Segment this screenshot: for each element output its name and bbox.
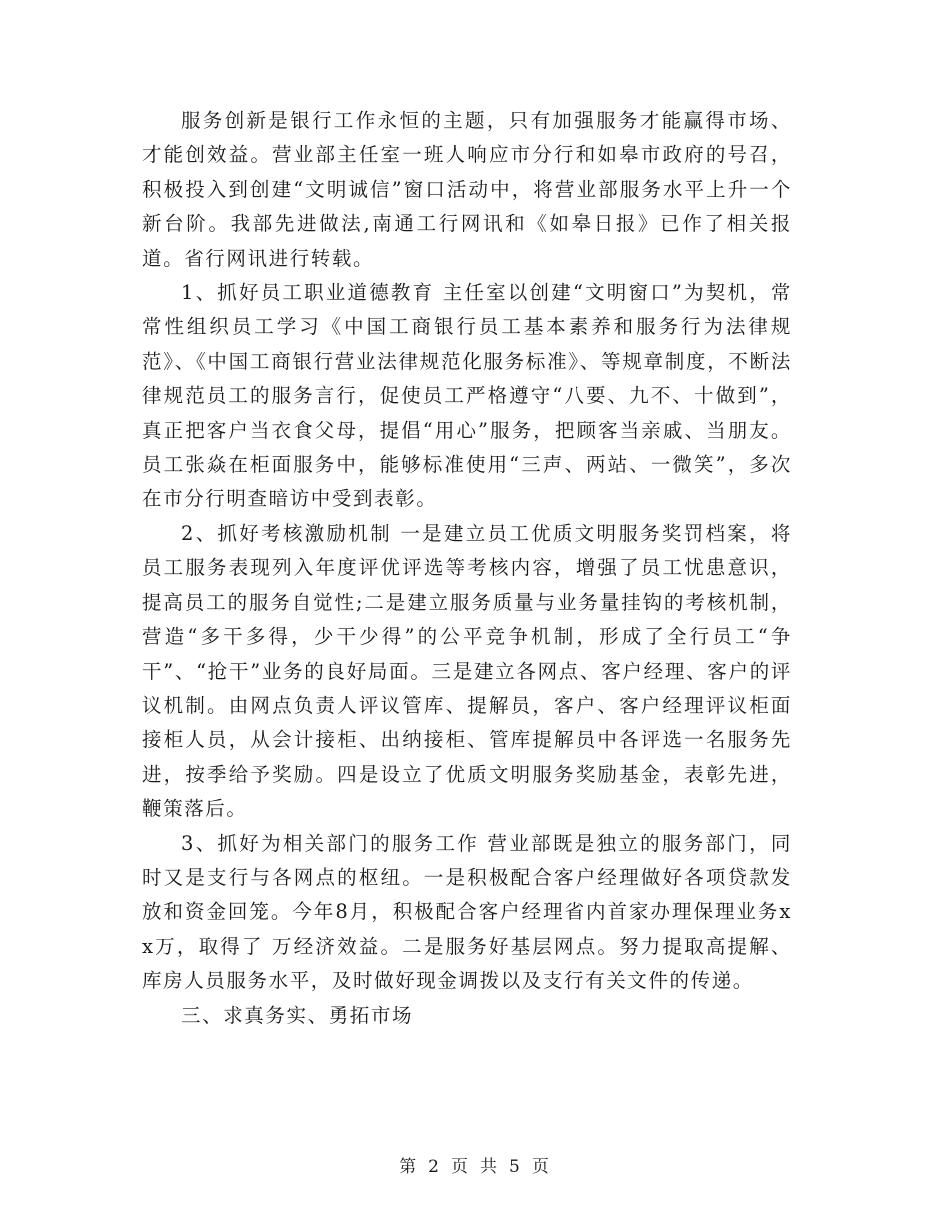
footer-label-total: 共 xyxy=(480,1157,499,1177)
paragraph-item-1: 1、抓好员工职业道德教育 主任室以创建“文明窗口”为契机，常常性组织员工学习《中国工商银行员工基本素养和服务行为法律规范》、《中国工商银行营业法律规范化服务标准》、等规章制度，不断法律规范员工的服务言行，促使员工严格遵守“八要、九不、十做到”，真正把客户当衣食父母，提倡“用心”服务，把顾客当亲戚、当朋友。员工张焱在柜面服务中，能够标准使用“三声、两站、一微笑”，多次在市分行明查暗访中受到表彰。 xyxy=(142,281,792,511)
document-body xyxy=(142,104,792,1033)
page-footer xyxy=(0,1152,950,1177)
footer-label-unit: 页 xyxy=(451,1157,470,1177)
paragraph-intro: 服务创新是银行工作永恒的主题，只有加强服务才能赢得市场、才能创效益。营业部主任室一班人响应市分行和如皋市政府的号召，积极投入到创建“文明诚信”窗口活动中，将营业部服务水平上升一个新台阶。我部先进做法,南通工行网讯和《如皋日报》已作了相关报道。省行网讯进行转载。 xyxy=(142,109,792,270)
paragraph-item-2: 2、抓好考核激励机制 一是建立员工优质文明服务奖罚档案，将员工服务表现列入年度评优评选等考核内容，增强了员工忧患意识，提高员工的服务自觉性;二是建立服务质量与业务量挂钩的考核机制，营造“多干多得，少干少得”的公平竞争机制，形成了全行员工“争干”、“抢干”业务的良好局面。三是建立各网点、客户经理、客户的评议机制。由网点负责人评议管库、提解员，客户、客户经理评议柜面接柜人员，从会计接柜、出纳接柜、管库提解员中各评选一名服务先进，按季给予奖励。四是设立了优质文明服务奖励基金，表彰先进，鞭策落后。 xyxy=(142,521,792,821)
footer-total-pages: 5 xyxy=(509,1157,522,1177)
footer-label-page: 第 xyxy=(399,1157,419,1177)
footer-current-page: 2 xyxy=(428,1157,441,1177)
section-heading-3: 三、求真务实、勇拓市场 xyxy=(181,1003,414,1027)
paragraph-item-3: 3、抓好为相关部门的服务工作 营业部既是独立的服务部门，同时又是支行与各网点的枢纽。一是积极配合客户经理做好各项贷款发放和资金回笼。今年8月，积极配合客户经理省内首家办理保理业务xx万，取得了 万经济效益。二是服务好基层网点。努力提取高提解、库房人员服务水平，及时做好现金调拨以及支行有关文件的传递。 xyxy=(142,831,792,993)
footer-label-unit-end: 页 xyxy=(531,1157,551,1177)
